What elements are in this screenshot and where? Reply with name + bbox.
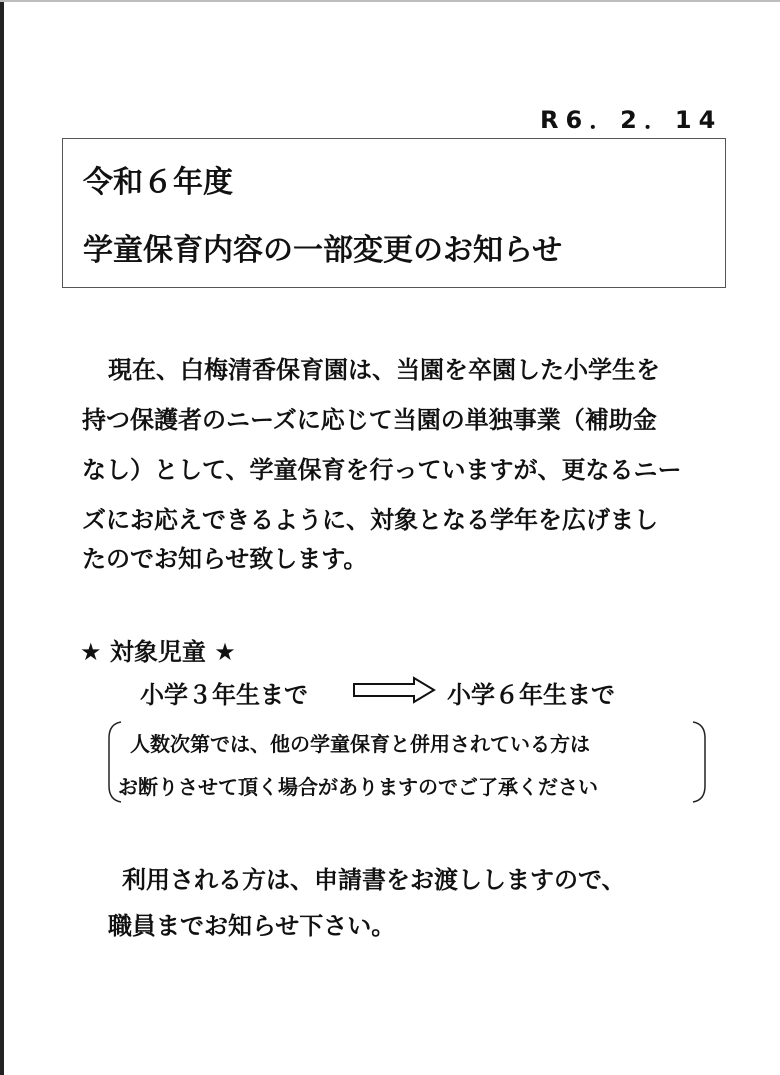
grade-after: 小学６年生まで (447, 681, 615, 709)
note-line-1: 人数次第では、他の学童保育と併用されている方は (130, 732, 590, 756)
body-line-3: なし）として、学童保育を行っていますが、更なるニー (82, 456, 682, 484)
scan-edge-left (0, 0, 4, 1075)
title-fiscal-year: 令和６年度 (83, 165, 233, 200)
body-line-4: ズにお応えできるように、対象となる学年を広げまし (82, 506, 658, 534)
closing-line-2: 職員までお知らせ下さい。 (108, 912, 396, 940)
body-line-5: たのでお知らせ致します。 (82, 545, 368, 573)
issue-date: R6．2．14 (540, 106, 723, 134)
title-box (62, 138, 726, 288)
note-line-2: お断りさせて頂く場合がありますのでご了承ください (118, 775, 598, 799)
title-subject: 学童保育内容の一部変更のお知らせ (83, 233, 563, 268)
grade-before: 小学３年生まで (140, 681, 308, 709)
scan-edge-top (0, 0, 780, 2)
body-line-1: 現在、白梅清香保育園は、当園を卒園した小学生を (108, 356, 660, 384)
target-children-heading: ★ 対象児童 ★ (80, 638, 236, 666)
right-arrow-icon (352, 676, 436, 704)
closing-line-1: 利用される方は、申請書をお渡ししますので、 (122, 866, 626, 894)
body-line-2: 持つ保護者のニーズに応じて当園の単独事業（補助金 (82, 406, 657, 434)
